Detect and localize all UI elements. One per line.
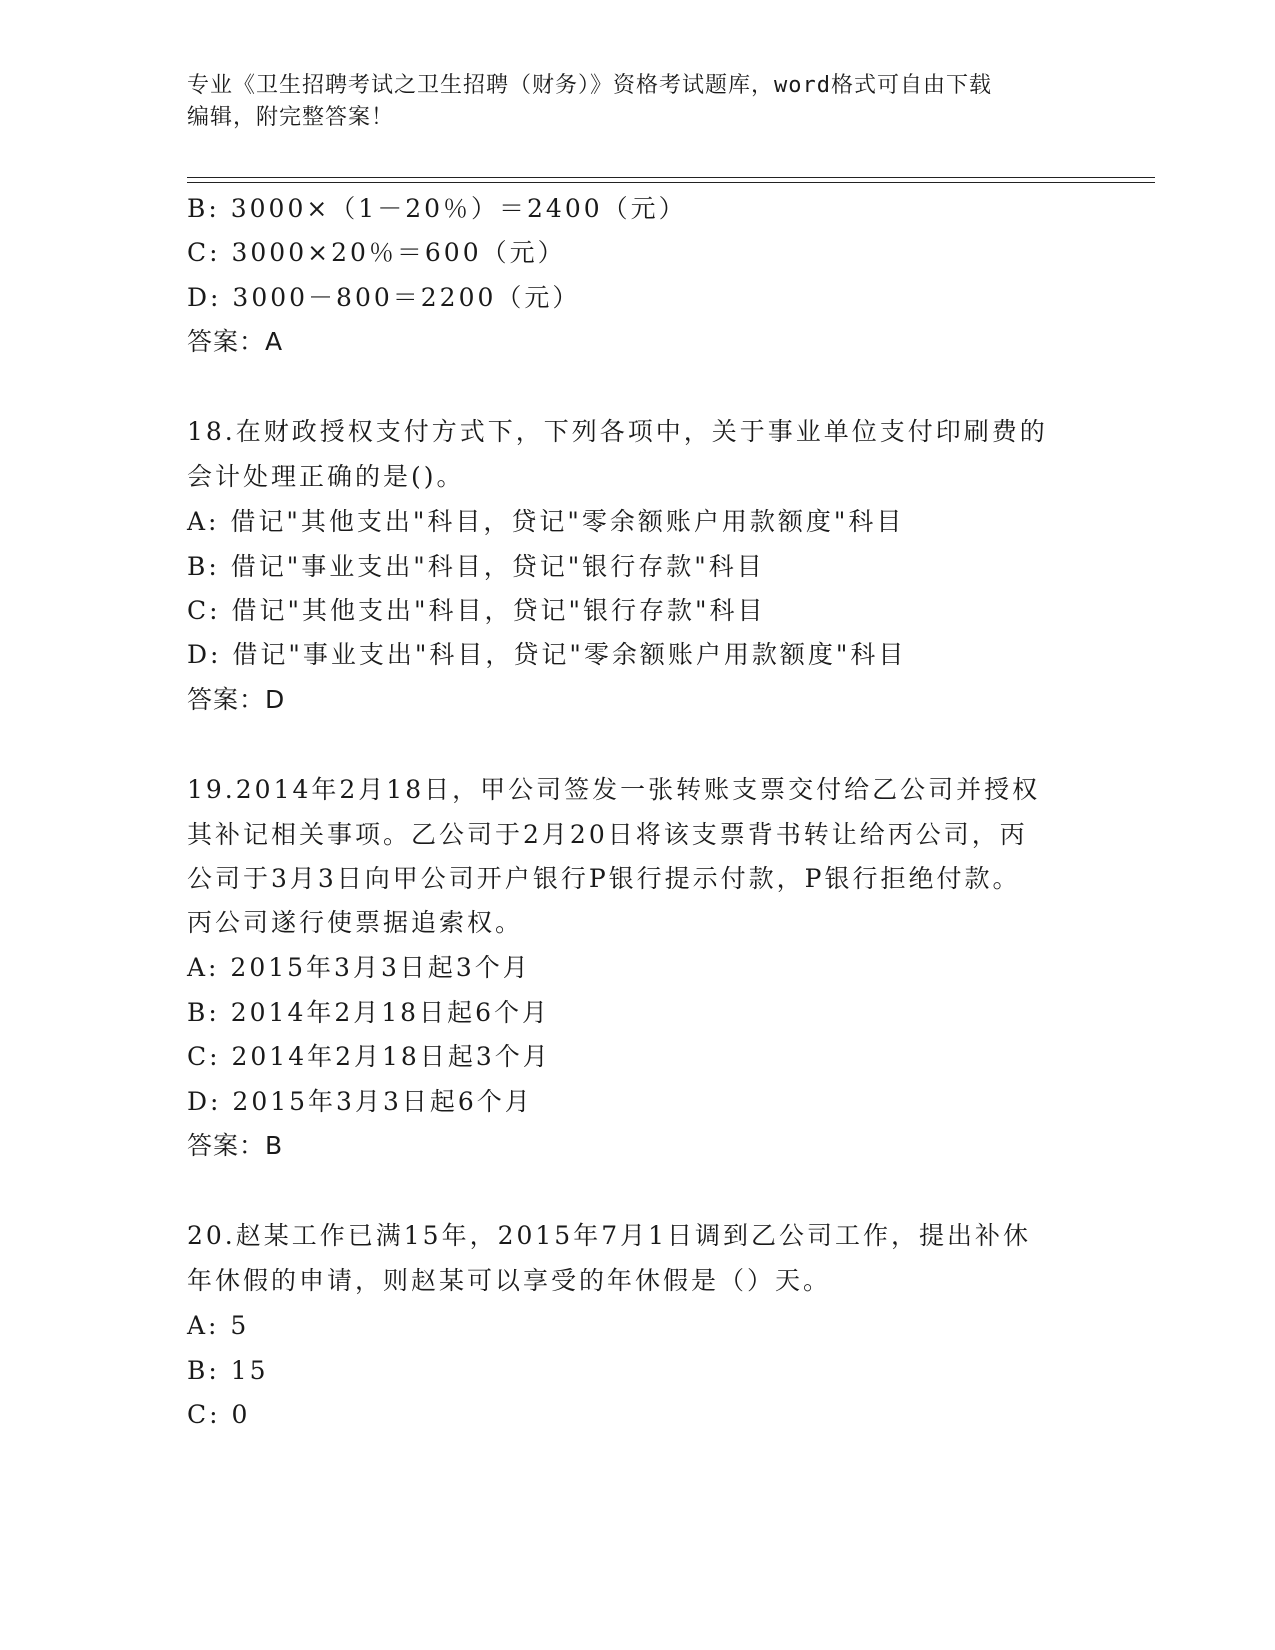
q19-option-d: D: 2015年3月3日起6个月 bbox=[187, 1087, 533, 1116]
q18-option-b: B: 借记"事业支出"科目，贷记"银行存款"科目 bbox=[187, 552, 765, 581]
q20-option-c: C: 0 bbox=[187, 1400, 251, 1429]
q19-option-c: C: 2014年2月18日起3个月 bbox=[187, 1042, 551, 1071]
q19-stem-line-1: 19.2014年2月18日，甲公司签发一张转账支票交付给乙公司并授权 bbox=[187, 775, 1041, 804]
header-divider-bottom bbox=[187, 182, 1155, 183]
q18-stem-line-2: 会计处理正确的是()。 bbox=[187, 462, 465, 491]
q17-option-c: C: 3000×20％＝600（元） bbox=[187, 238, 566, 267]
q19-stem-line-3: 公司于3月3日向甲公司开户银行P银行提示付款，P银行拒绝付款。 bbox=[187, 864, 1021, 893]
q20-stem-line-2: 年休假的申请，则赵某可以享受的年休假是（）天。 bbox=[187, 1266, 832, 1295]
q20-option-a: A: 5 bbox=[187, 1311, 250, 1340]
q18-option-c: C: 借记"其他支出"科目，贷记"银行存款"科目 bbox=[187, 596, 766, 625]
q18-stem-line-1: 18.在财政授权支付方式下，下列各项中，关于事业单位支付印刷费的 bbox=[187, 417, 1048, 446]
header-divider-top bbox=[187, 177, 1155, 178]
q19-option-a: A: 2015年3月3日起3个月 bbox=[187, 953, 531, 982]
q19-stem-line-2: 其补记相关事项。乙公司于2月20日将该支票背书转让给丙公司，丙 bbox=[187, 820, 1028, 849]
q17-answer: 答案：A bbox=[187, 327, 284, 356]
q19-answer: 答案：B bbox=[187, 1131, 284, 1160]
q17-option-b: B: 3000×（1－20％）＝2400（元） bbox=[187, 194, 687, 223]
document-header bbox=[187, 70, 1087, 134]
q18-option-d: D: 借记"事业支出"科目，贷记"零余额账户用款额度"科目 bbox=[187, 640, 907, 669]
header-line-2: 编辑，附完整答案！ bbox=[187, 105, 395, 130]
q19-stem-line-4: 丙公司遂行使票据追索权。 bbox=[187, 908, 524, 937]
q18-option-a: A: 借记"其他支出"科目，贷记"零余额账户用款额度"科目 bbox=[187, 507, 905, 536]
header-line-1: 专业《卫生招聘考试之卫生招聘（财务）》资格考试题库，word格式可自由下载 bbox=[187, 73, 992, 98]
q19-option-b: B: 2014年2月18日起6个月 bbox=[187, 998, 550, 1027]
q17-option-d: D: 3000－800＝2200（元） bbox=[187, 283, 581, 312]
q20-option-b: B: 15 bbox=[187, 1356, 269, 1385]
q20-stem-line-1: 20.赵某工作已满15年，2015年7月1日调到乙公司工作，提出补休 bbox=[187, 1221, 1032, 1250]
q18-answer: 答案：D bbox=[187, 685, 286, 714]
